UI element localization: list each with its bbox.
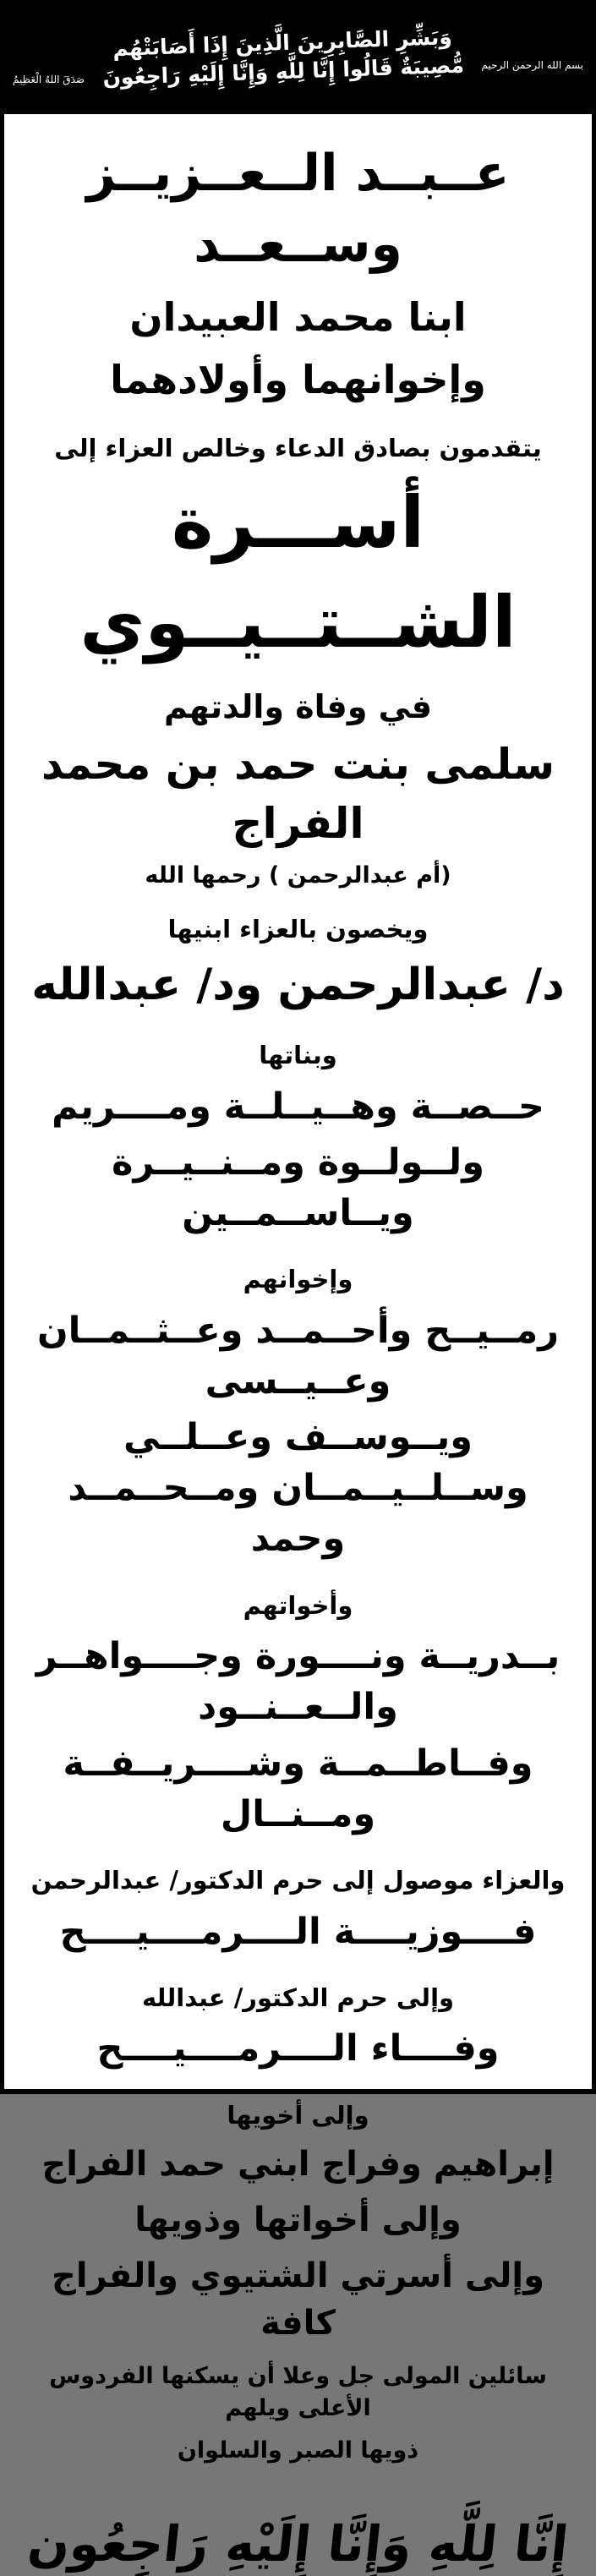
line-sisters-names-2: وفــاطــمــة وشــــريــفــة ومــنــال xyxy=(63,1742,533,1835)
line-sons-names: د/ عبدالرحمن ود/ عبدالله xyxy=(31,960,565,1011)
line-dua-part-2: ذويها الصبر والسلوان xyxy=(177,2437,419,2464)
line-condolence-intro: يتقدمون بصادق الدعاء وخالص العزاء إلى xyxy=(54,433,542,462)
line-her-brothers-intro: وإلى أخويها xyxy=(227,2100,369,2130)
line-dua-part-1: سائلين المولى جل وعلا أن يسكنها الفردوس الأعلى ويلهم xyxy=(49,2363,547,2421)
line-brothers-names-2: ويــوســف وعــلــي وســلــيــمــان ومــحــمــد وحمد xyxy=(68,1416,528,1561)
line-announcer-relatives: وإخوانهما وأولادهما xyxy=(110,357,486,403)
line-wife1-condolence-intro: والعزاء موصول إلى حرم الدكتور/ عبدالرحمن xyxy=(30,1865,566,1895)
line-both-families: وإلى أسرتي الشتيوي والفراج كافة xyxy=(52,2256,544,2344)
line-bereaved-family-name: أســـرة الشــتــيــوي xyxy=(79,481,517,664)
quran-banner xyxy=(4,0,592,114)
line-her-sisters-relatives: وإلى أخواتها وذويها xyxy=(134,2201,462,2240)
line-daughters-names-1: حــصــة وهــيــلــة ومــــريم xyxy=(52,1085,544,1128)
quran-verse-calligraphy: وَبَشِّرِ الصَّابِرِينَ الَّذِينَ إِذَا أَصَابَتْهُم مُّصِيبَةٌ قَالُوا إِنَّا لِلَّهِ وَإِنَّا إِلَيْهِ رَاجِعُونَ xyxy=(102,24,465,90)
inna-lillah-calligraphy: إِنَّا لِلَّهِ وَإِنَّا إِلَيْهِ رَاجِعُون xyxy=(25,2514,571,2573)
line-sisters-names-1: بــدريــة ونــــورة وجــــواهــر والــعــنــود xyxy=(36,1635,560,1729)
line-brothers-names-1: رمــيــح وأحــمــد وعــثــمــان وعــيــسى xyxy=(36,1309,560,1403)
sadaq-allah-text: صَدَقَ اللهُ الْعَظِيمُ xyxy=(13,74,85,85)
line-her-brothers-names: إبراهيم وفراج ابني حمد الفراج xyxy=(41,2145,555,2185)
line-deceased-kunya: (أم عبدالرحمن ) رحمها الله xyxy=(145,861,451,889)
line-wife1-name: فــــوزيــــة الــــرمــــيــــح xyxy=(59,1910,537,1953)
line-sons-condolence-intro: ويخصون بالعزاء ابنيها xyxy=(167,914,429,943)
line-death-announcement: في وفاة والدتهم xyxy=(163,687,432,725)
line-announcer-names: عــبــد الــعــزيــز وســعــد xyxy=(86,144,510,274)
line-daughters-intro: وبناتها xyxy=(259,1040,337,1069)
line-daughters-names-2: ولــولــوة ومــنــيــرة ويــاســمــين xyxy=(112,1140,484,1234)
line-wife2-condolence-intro: وإلى حرم الدكتور/ عبدالله xyxy=(141,1983,455,2012)
line-announcer-lineage: ابنا محمد العبيدان xyxy=(129,294,467,340)
line-deceased-name: سلمى بنت حمد بن محمد الفراج xyxy=(41,739,555,848)
line-wife2-name: وفــــاء الــــرمــــيــــح xyxy=(96,2027,500,2070)
bismillah-text: بسم الله الرحمن الرحيم xyxy=(481,58,583,71)
line-sisters-intro: وأخواتهم xyxy=(243,1590,353,1620)
line-brothers-intro: وإخوانهم xyxy=(243,1265,353,1294)
obituary-body xyxy=(4,114,592,2467)
